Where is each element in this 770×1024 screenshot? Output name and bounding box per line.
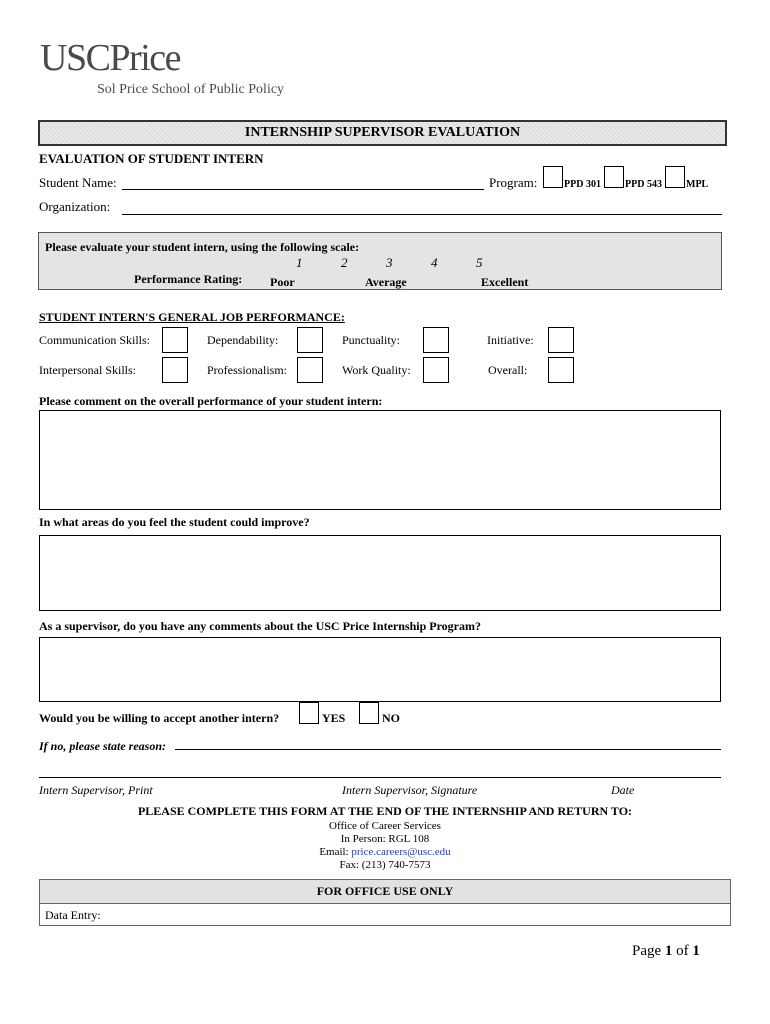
interpersonal-rating-box[interactable]: [162, 357, 188, 383]
organization-label: Organization:: [39, 199, 111, 214]
office-fax: Fax: (213) 740-7573: [339, 859, 431, 871]
performance-rating-label: Performance Rating:: [134, 272, 243, 286]
general-performance-heading: STUDENT INTERN'S GENERAL JOB PERFORMANCE:: [39, 310, 345, 324]
criteria-punctuality-label: Punctuality:: [342, 333, 400, 347]
question-improve: In what areas do you feel the student could improve?: [39, 515, 310, 529]
program-comment-box[interactable]: [39, 637, 721, 702]
scale-poor: Poor: [270, 275, 295, 289]
no-label: NO: [382, 711, 400, 725]
school-name: Sol Price School of Public Policy: [97, 82, 285, 97]
no-checkbox[interactable]: [359, 702, 379, 724]
usc-price-logo: USCPrice: [40, 37, 180, 79]
office-location: In Person: RGL 108: [340, 833, 430, 845]
scale-number-3: 3: [386, 255, 393, 270]
page-of: of: [672, 943, 693, 959]
work-quality-rating-box[interactable]: [423, 357, 449, 383]
program-label: Program:: [489, 175, 538, 190]
scale-instruction: Please evaluate your student intern, using the following scale:: [45, 240, 360, 254]
scale-number-4: 4: [431, 255, 438, 270]
criteria-communication-label: Communication Skills:: [39, 333, 151, 347]
scale-number-5: 5: [476, 255, 483, 270]
student-name-label: Student Name:: [39, 175, 117, 190]
punctuality-rating-box[interactable]: [423, 327, 449, 353]
dependability-rating-box[interactable]: [297, 327, 323, 353]
supervisor-print-label: Intern Supervisor, Print: [39, 783, 153, 797]
page-number: [632, 943, 700, 960]
criteria-work-quality-label: Work Quality:: [342, 363, 411, 377]
question-program: As a supervisor, do you have any comments about the USC Price Internship Program?: [39, 619, 482, 633]
overall-comment-box[interactable]: [39, 410, 721, 510]
improve-comment-box[interactable]: [39, 535, 721, 611]
program-option-ppd301: PPD 301: [564, 179, 601, 190]
page-current: 1: [664, 943, 673, 959]
scale-excellent: Excellent: [481, 275, 529, 289]
organization-field[interactable]: [122, 214, 722, 215]
communication-rating-box[interactable]: [162, 327, 188, 353]
program-option-ppd543: PPD 543: [625, 179, 662, 190]
program-checkbox-ppd543[interactable]: [604, 166, 624, 188]
scale-average: Average: [365, 275, 407, 289]
criteria-initiative-label: Initiative:: [487, 333, 534, 347]
reason-label-text: If no, please state reason: [39, 739, 162, 753]
email-label: Email:: [319, 846, 352, 858]
signature-line[interactable]: [39, 777, 721, 778]
section-heading-evaluation: EVALUATION OF STUDENT INTERN: [39, 151, 264, 166]
program-checkbox-ppd301[interactable]: [543, 166, 563, 188]
professionalism-rating-box[interactable]: [297, 357, 323, 383]
criteria-overall-label: Overall:: [488, 363, 528, 377]
overall-rating-box[interactable]: [548, 357, 574, 383]
data-entry-label: Data Entry:: [45, 908, 101, 922]
yes-checkbox[interactable]: [299, 702, 319, 724]
scale-number-2: 2: [341, 255, 348, 270]
page-total: 1: [692, 943, 700, 959]
office-name: Office of Career Services: [329, 820, 441, 832]
question-overall-performance: Please comment on the overall performance of your student intern:: [39, 394, 383, 408]
yes-label: YES: [322, 711, 346, 725]
reason-label: [39, 739, 166, 754]
reason-colon: :: [162, 739, 166, 753]
program-option-mpl: MPL: [686, 179, 709, 190]
criteria-professionalism-label: Professionalism:: [207, 363, 287, 377]
rating-scale-box: [38, 232, 722, 290]
scale-number-1: 1: [296, 255, 303, 270]
criteria-dependability-label: Dependability:: [207, 333, 279, 347]
criteria-interpersonal-label: Interpersonal Skills:: [39, 363, 136, 377]
office-use-heading: FOR OFFICE USE ONLY: [40, 880, 730, 904]
initiative-rating-box[interactable]: [548, 327, 574, 353]
form-title: INTERNSHIP SUPERVISOR EVALUATION: [38, 120, 727, 146]
return-heading: PLEASE COMPLETE THIS FORM AT THE END OF THE INTERNSHIP AND RETURN TO:: [137, 804, 633, 818]
student-name-field[interactable]: [122, 189, 484, 190]
office-email-row: [0, 846, 770, 858]
office-use-box: [39, 879, 731, 926]
program-checkbox-mpl[interactable]: [665, 166, 685, 188]
email-link[interactable]: price.careers@usc.edu: [351, 846, 451, 858]
supervisor-signature-label: Intern Supervisor, Signature: [342, 783, 478, 797]
accept-intern-question: Would you be willing to accept another intern?: [39, 711, 280, 725]
date-label: Date: [611, 783, 635, 797]
reason-field[interactable]: [175, 749, 721, 750]
page-prefix: Page: [632, 943, 665, 959]
